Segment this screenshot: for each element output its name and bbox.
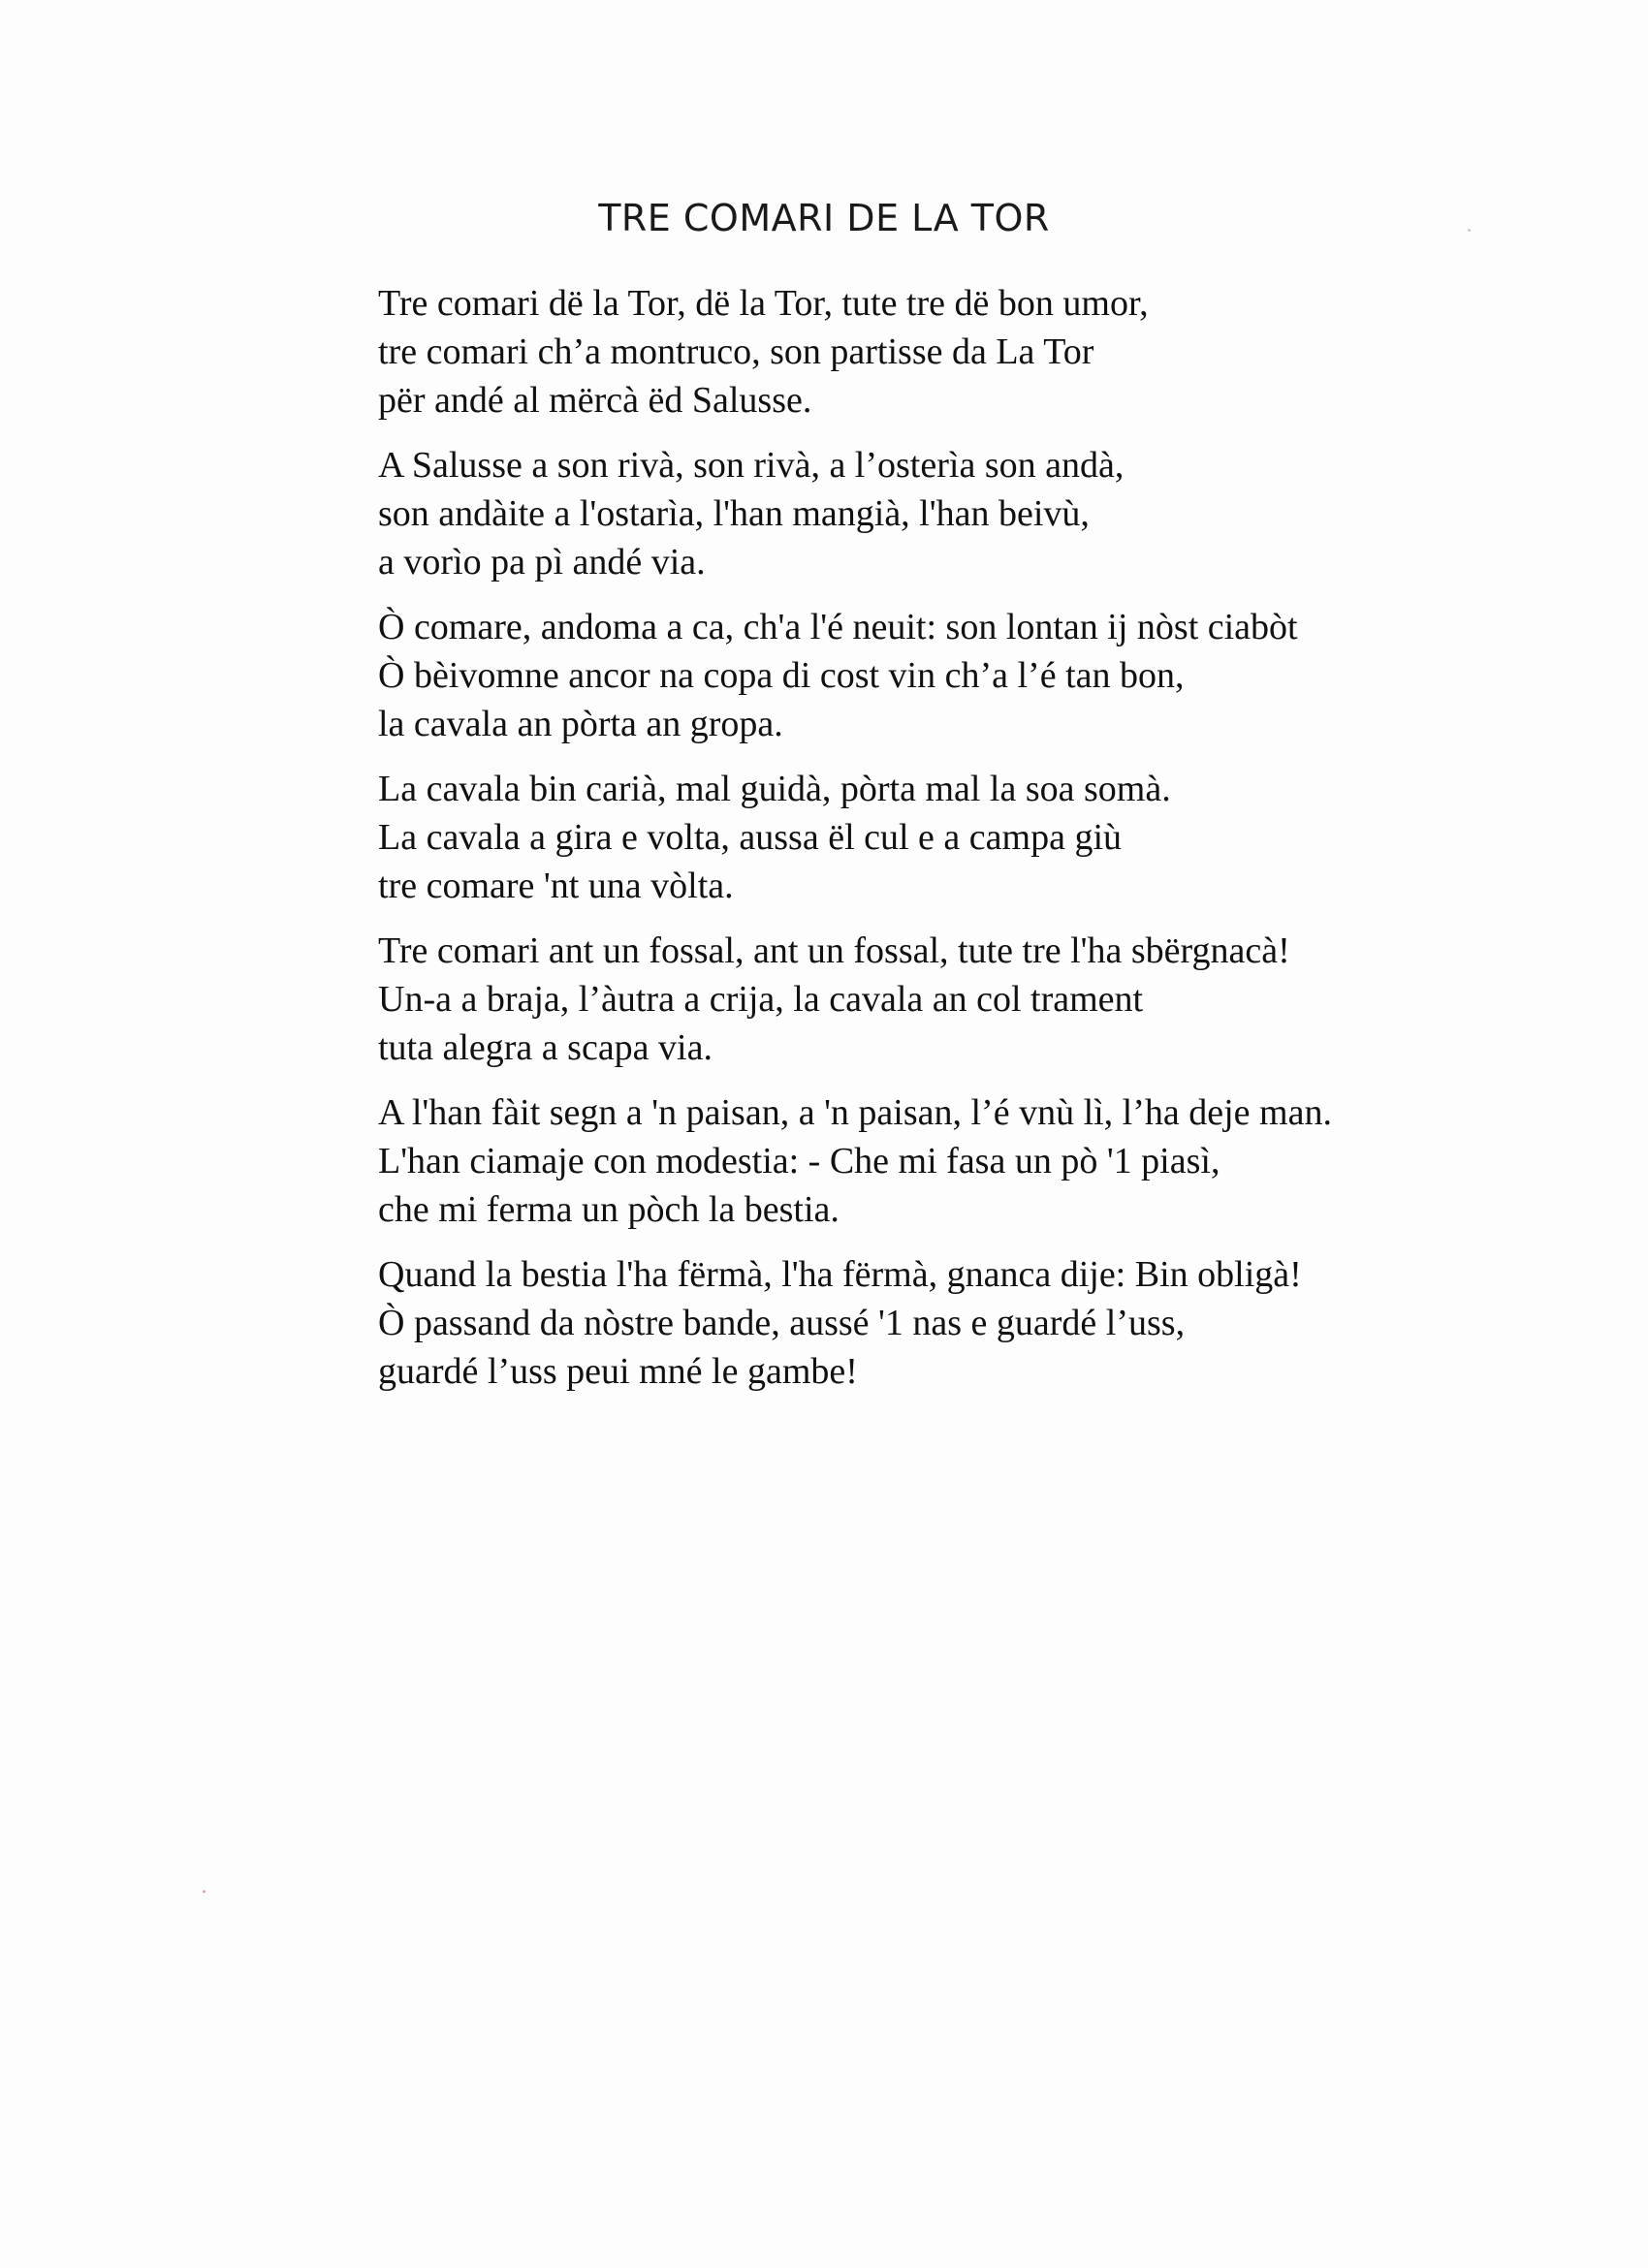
stanza [378, 279, 1609, 425]
stanza [378, 441, 1609, 586]
stanza [378, 1250, 1609, 1396]
poem-line: Ò passand da nòstre bande, aussé '1 nas e guardé l’uss, [378, 1303, 1186, 1343]
poem-line: guardé l’uss peui mné le gambe! [378, 1351, 858, 1392]
stanza [378, 603, 1609, 748]
poem-line: për andé al mërcà ëd Salusse. [378, 380, 812, 421]
poem-line: tuta alegra a scapa via. [378, 1027, 713, 1068]
poem-line: Quand la bestia l'ha fërmà, l'ha fërmà, gnanca dije: Bin obligà! [378, 1254, 1302, 1295]
poem-line: A l'han fàit segn a 'n paisan, a 'n paisan, l’é vnù lì, l’ha deje man. [378, 1092, 1332, 1133]
poem-line: a vorìo pa pì andé via. [378, 542, 706, 583]
poem-line: Ò comare, andoma a ca, ch'a l'é neuit: son lontan ij nòst ciabòt [378, 607, 1298, 647]
poem-line: tre comare 'nt una vòlta. [378, 866, 734, 906]
poem-line: Un-a a braja, l’àutra a crija, la cavala an col trament [378, 979, 1144, 1020]
stanza [378, 765, 1609, 910]
poem-line: A Salusse a son rivà, son rivà, a l’osterìa son andà, [378, 445, 1125, 486]
poem-line: son andàite a l'ostarìa, l'han mangià, l'han beivù, [378, 493, 1090, 534]
poem-title: TRE COMARI DE LA TOR [598, 197, 1050, 239]
poem-line: Ò bèivomne ancor na copa di cost vin ch’a l’é tan bon, [378, 655, 1185, 696]
poem-line: La cavala a gira e volta, aussa ël cul e a campa giù [378, 817, 1122, 858]
poem-line: Tre comari dë la Tor, dë la Tor, tute tre dë bon umor, [378, 283, 1149, 324]
scan-speck [203, 1890, 206, 1893]
poem-line: che mi ferma un pòch la bestia. [378, 1189, 840, 1230]
scan-speck [1468, 229, 1471, 232]
poem-line: Tre comari ant un fossal, ant un fossal, tute tre l'ha sbërgnacà! [378, 930, 1290, 971]
poem-line: la cavala an pòrta an gropa. [378, 704, 783, 744]
poem-body [378, 279, 1609, 1412]
poem-line: tre comari ch’a montruco, son partisse da La Tor [378, 331, 1094, 372]
poem-line: L'han ciamaje con modestia: - Che mi fasa un pò '1 piasì, [378, 1141, 1220, 1181]
stanza [378, 927, 1609, 1072]
stanza [378, 1088, 1609, 1234]
poem-line: La cavala bin carià, mal guidà, pòrta mal la soa somà. [378, 769, 1171, 809]
